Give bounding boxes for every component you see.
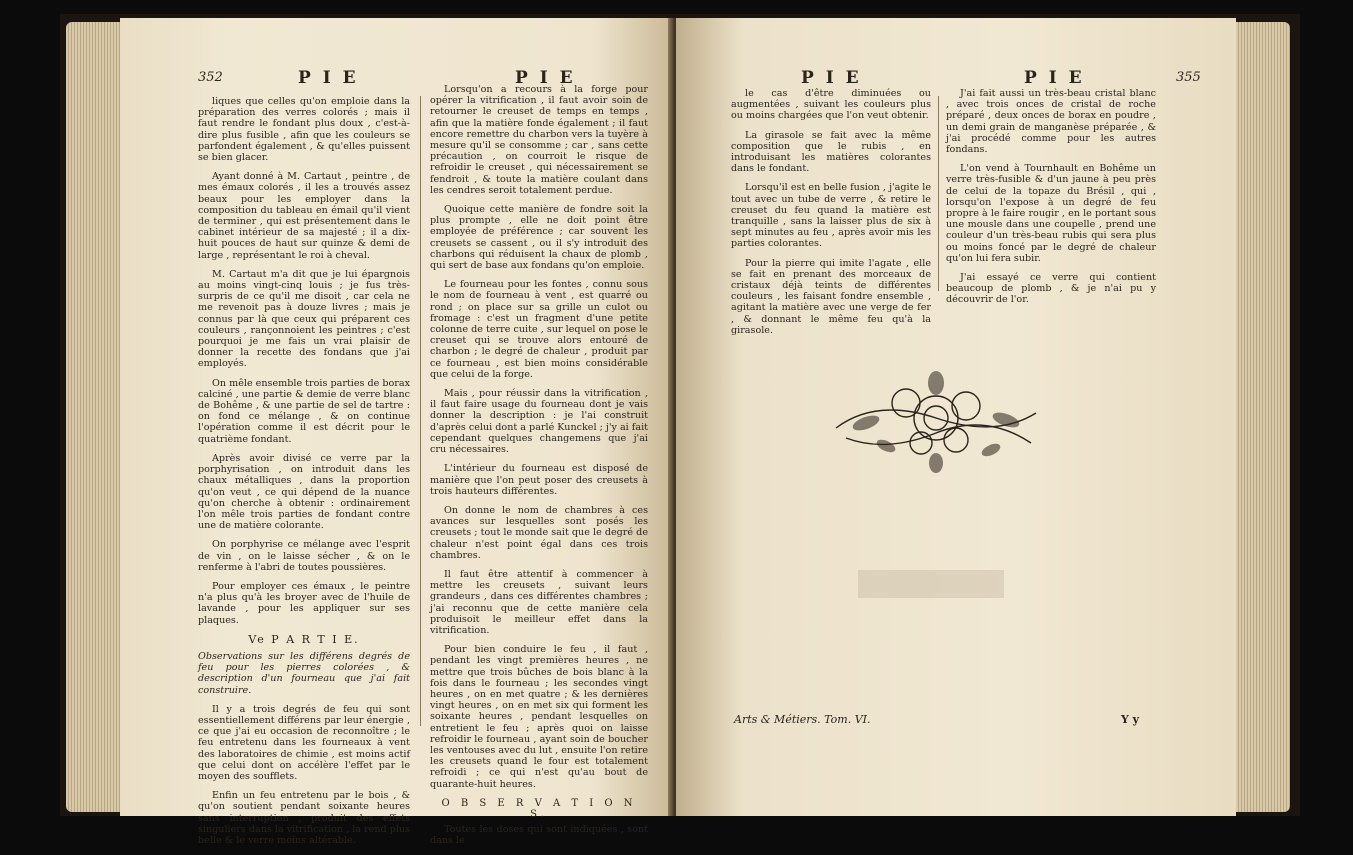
running-head-right: P I E xyxy=(515,68,576,88)
left-column-1 xyxy=(198,96,410,854)
paragraph: M. Cartaut m'a dit que je lui épargnois au moins vingt-cinq louis ; je fus très-surpris de ce qu'il me disoit , car cela ne me revenoit pas à douze livres ; mais je connus par là que ceux qui préparent ces couleurs , rançonnoient les peintres ; c'est pourquoi je me fais un vrai plaisir de donner la recette des fondans que j'ai employés. xyxy=(198,268,410,370)
running-head-left: P I E xyxy=(801,68,862,88)
right-column-1 xyxy=(731,88,931,344)
right-page xyxy=(676,18,1236,816)
paragraph: Lorsqu'on a recours à la forge pour opérer la vitrification , il faut avoir soin de retourner le creuset de temps en temps , afin que la matière fonde également ; il faut encore remettre du charbon vers la tuyère à mesure qu'il se consomme ; car , sans cette précaution , on courroit le risque de refroidir le creuset , qui nécessairement se fendroit , & toute la matière coulant dans les cendres seroit totalement perdue. xyxy=(430,84,648,196)
page-number: 355 xyxy=(1176,70,1201,85)
right-column-2 xyxy=(946,88,1156,314)
paragraph: Le fourneau pour les fontes , connu sous le nom de fourneau à vent , est quarré ou rond ; on place sur sa grille un culot ou fromage : c'est un fragment d'une petite colonne de terre cuite , sur lequel on pose le creuset qui se trouve alors entouré de charbon ; le degré de chaleur , produit par ce fourneau , est bien moins considérable que celui de la forge. xyxy=(430,279,648,380)
paragraph: Toutes les doses qui sont indiquées , sont dans le xyxy=(430,824,648,847)
footer-volume: Arts & Métiers. Tom. VI. xyxy=(734,713,871,726)
paragraph: Enfin un feu entretenu par le bois , & qu'on soutient pendant soixante heures sans interruption , produit des effets singuliers dans la vitrification , la rend plus belle & le verre moins altérable. xyxy=(198,790,411,846)
section-subhead: Observations sur les différens degrés de feu pour les pierres colorées , & description d'un fourneau que j'ai fait construire. xyxy=(198,650,410,696)
paragraph: Pour bien conduire le feu , il faut , pendant les vingt premières heures , ne mettre que trois bûches de bois blanc à la fois dans le fourneau ; les secondes vingt heures , on en met quatre ; & les dernières vingt heures , on en met six qui forment les soixante heures , pendant lesquelles on entretient le feu ; après quoi on laisse refroidir le fourneau , ayant soin de boucher les ventouses avec du lut , ensuite l'on retire les creusets quand le four est totalement refroidi ; ce qui n'est qu'au bout de quarante-huit heures. xyxy=(430,644,649,790)
left-page xyxy=(120,18,675,847)
faint-library-stamp xyxy=(856,566,1006,602)
paragraph: Pour employer ces émaux , le peintre n'a plus qu'à les broyer avec de l'huile de lavande , pour les appliquer sur ses plaques. xyxy=(198,580,410,626)
section-title: Ve P A R T I E. xyxy=(248,632,360,646)
paragraph: Pour la pierre qui imite l'agate , elle se fait en prenant des morceaux de cristaux déjà teints de différentes couleurs , les faisant fondre ensemble , agitant la matière avec une verge de fer , & donnant le même feu qu'à la girasole. xyxy=(731,257,931,336)
page-number: 352 xyxy=(198,70,223,85)
signature-mark: Y y xyxy=(1121,713,1140,726)
column-rule xyxy=(938,96,939,291)
column-rule xyxy=(420,96,421,726)
paragraph: La girasole se fait avec la même composition que le rubis , en introduisant les matières colorantes dans le fondant. xyxy=(731,129,931,175)
paragraph: L'on vend à Tournhault en Bohême un verre très-fusible & d'un jaune à peu près de celui de la topaze du Brésil , qui , lorsqu'on l'expose à un degré de feu propre à le faire rougir , en le portant sous une mousle dans une coupelle , prend une couleur d'un très-beau rubis qui sera plus ou moins foncé par le degré de chaleur qu'on lui fera subir. xyxy=(946,163,1156,264)
running-head-left: P I E xyxy=(298,68,359,88)
page-edges-right xyxy=(1230,22,1290,812)
paragraph: J'ai fait aussi un très-beau cristal blanc , avec trois onces de cristal de roche préparé , deux onces de borax en poudre , un demi grain de manganèse préparée , & j'ai procédé comme pour les autres fondans. xyxy=(946,88,1156,156)
paragraph: liques que celles qu'on emploie dans la préparation des verres colorés ; mais il faut rendre le fondant plus doux , c'est-à-dire plus fusible , afin que les couleurs se parfondent également , & qu'elles puissent se bien glacer. xyxy=(198,96,410,164)
paragraph: Lorsqu'il est en belle fusion , j'agite le tout avec un tube de verre , & retire le creuset du feu quand la matière est tranquille , sans la laisser plus de six à sept minutes au feu , après avoir mis les parties colorantes. xyxy=(731,182,931,250)
paragraph: Après avoir divisé ce verre par la porphyrisation , on introduit dans les chaux métalliques , dans la proportion qu'on veut , ce qui dépend de la nuance qu'on cherche à obtenir : ordinairement l'on mêle trois parties de fondant contre une de matière colorante. xyxy=(198,452,410,532)
paragraph: Ayant donné à M. Cartaut , peintre , de mes émaux colorés , il les a trouvés assez beaux pour les employer dans la composition du tableau en émail qu'il vient de terminer , qui est présentement dans le cabinet intérieur de sa majesté ; il a dix-huit pouces de haut sur quinze & demi de large , représentant le roi à cheval. xyxy=(198,171,410,261)
left-column-2 xyxy=(430,84,648,855)
observations-title: O B S E R V A T I O N S. xyxy=(441,797,637,820)
page-edges-left xyxy=(66,22,126,812)
floral-fleuron-ornament xyxy=(826,358,1046,478)
paragraph: J'ai essayé ce verre qui contient beaucoup de plomb , & je n'ai pu y découvrir de l'or. xyxy=(946,272,1156,306)
paragraph: Il faut être attentif à commencer à mettre les creusets , suivant leurs grandeurs , dans ces différentes chambres ; j'ai reconnu que de cette manière cela produisoit le meilleur effet dans la vitrification. xyxy=(430,568,648,636)
paragraph: Mais , pour réussir dans la vitrification , il faut faire usage du fourneau dont je vais donner la description : je l'ai construit d'après celui dont a parlé Kunckel ; j'y ai fait cependant quelques changemens que j'ai cru nécessaires. xyxy=(430,388,648,456)
paragraph: L'intérieur du fourneau est disposé de manière que l'on peut poser des creusets à trois hauteurs différentes. xyxy=(430,463,648,497)
paragraph: Quoique cette manière de fondre soit la plus prompte , elle ne doit point être employée de préférence ; car souvent les creusets se cassent , ou il s'y introduit des charbons qui réduisent la chaux de plomb , qui sert de base aux fondans qu'on emploie. xyxy=(430,204,648,272)
paragraph: le cas d'être diminuées ou augmentées , suivant les couleurs plus ou moins chargées que l'on veut obtenir. xyxy=(731,88,931,122)
paragraph: On porphyrise ce mélange avec l'esprit de vin , on le laisse sécher , & on le renferme à l'abri de toutes poussières. xyxy=(198,539,410,573)
paragraph: Il y a trois degrés de feu qui sont essentiellement différens par leur énergie , ce que j'ai eu occasion de reconnoître ; le feu entretenu dans les fourneaux à vent des laboratoires de chimie , est moins actif que celui dont on accélère l'effet par le moyen des soufflets. xyxy=(198,703,410,782)
running-head-right: P I E xyxy=(1024,68,1085,88)
paragraph: On donne le nom de chambres à ces avances sur lesquelles sont posés les creusets ; tout le monde sait que le degré de chaleur n'est point égal dans ces trois chambres. xyxy=(430,504,648,561)
paragraph: On mêle ensemble trois parties de borax calciné , une partie & demie de verre blanc de Bohême , & une partie de sel de tartre : on fond ce mélange , & on continue l'opération comme il est décrit pour le quatrième fondant. xyxy=(198,377,410,445)
